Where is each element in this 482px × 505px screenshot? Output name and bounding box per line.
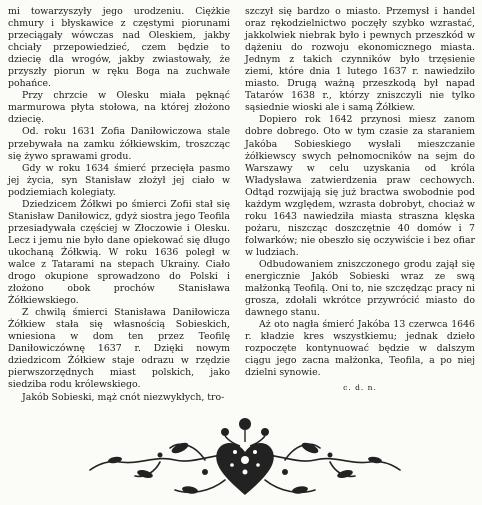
continuation-mark: c. d. n. (343, 383, 377, 393)
folk-ornament-heart (85, 410, 405, 505)
paragraph: Odbudowaniem zniszczonego grodu zajął się energicznie Jakób Sobieski wraz ze swą małżonką Teofilą. Oni to, nie szczędząc pracy ni grosza, zdołali wkrótce przywrócić miasto do dawnego stanu. (245, 258, 475, 319)
paragraph: Z chwilą śmierci Stanisława Daniłowicza Żółkiew stała się własnością Sobieskich, wniesiona w dom ten przez Teofilę Daniłowiczównę 1637 r. Dzięki nowym dziedzicom Żółkiew staje odrazu w rzędzie pierwszorzędnych miast polskich, jako siedziba rodu królewskiego. (8, 307, 230, 391)
paragraph: Od. roku 1631 Zofia Daniłowiczowa stale przebywała na zamku żółkiewskim, troszcząc się żywo sprawami grodu. (8, 126, 230, 162)
paragraph: Dopiero rok 1642 przynosi miesz zanom dobre dobrego. Oto w tym czasie za staraniem Jakóba Sobieskiego wysłali mieszczanie żółkiewscy swych pełnomocników na sejm do Warszawy w celu uzyskania od króla Władysława zatwierdzenia praw cechowych. Odtąd rozwijają się już bractwa swobodnie pod każdym względem, wzrasta dobrobyt, chociaż w roku 1643 nawiedziła miasta straszna klęska pożaru, niszcząc doszczętnie 40 domów i 7 folwarków; nie obeszło się oczywiście i bez ofiar w ludziach. (245, 114, 475, 258)
paragraph: Gdy w roku 1634 śmierć przecięła pasmo jej życia, syn Stanisław złożył jej ciało w podziemiach kolegiaty. (8, 162, 230, 198)
paragraph: Dziedzicem Żółkwi po śmierci Zofii stał się Stanisław Daniłowicz, gdyż siostra jego Teofila przesiadywała częściej w Złoczowie i Olesku. Lecz i jemu nie było dane opiekować się długo ukochaną Żółkwią. W roku 1636 poległ w walce z Tatarami na stepach Ukrainy. Ciało drogo okupione sprowadzono do Polski i złożono obok prochów Stanisława Żółkiewskiego. (8, 198, 230, 307)
paragraph: szczył się bardzo o miasto. Przemysł i handel oraz rękodzielnictwo poczęły szybko wzrastać, jakkolwiek niebrak było i pewnych przeszkód w dążeniu do rozwoju ekonomicznego miasta. Jednym z takich czynników było trzęsienie ziemi, które dnia 1 lutego 1637 r. nawiedziło miasto. Drugą ważną przeszkodą był napad Tatarów 1638 r., którzy zniszczyli nie tylko sąsiednie wioski ale i samą Żółkiew. (245, 6, 475, 114)
paragraph: mi towarzyszyły jego urodzeniu. Ciężkie chmury i błyskawice z częstymi piorunami przeciągały wówczas nad Oleskiem, jakby chciały przepowiedzieć, czem będzie to dziecię dla wrogów, jakby zwiastowały, że przyszły piorun w ręku Boga na zuchwałe pohańce. (8, 6, 230, 90)
paragraph: Jakób Sobieski, mąż cnót niezwykłych, tro- (22, 391, 225, 403)
left-column (8, 6, 230, 404)
paragraph: Przy chrzcie w Olesku miała pęknąć marmurowa płyta stołowa, na której złożono dziecię. (8, 90, 230, 126)
paragraph: Aż oto nagła śmierć Jakóba 13 czerwca 1646 r. kładzie kres wszystkiemu; jednak dzieło rozpoczęte kontynuować będzie w dalszym ciągu jego zacna małżonka, Teofila, a po niej dzielni synowie. (245, 319, 475, 379)
right-column (245, 6, 475, 395)
